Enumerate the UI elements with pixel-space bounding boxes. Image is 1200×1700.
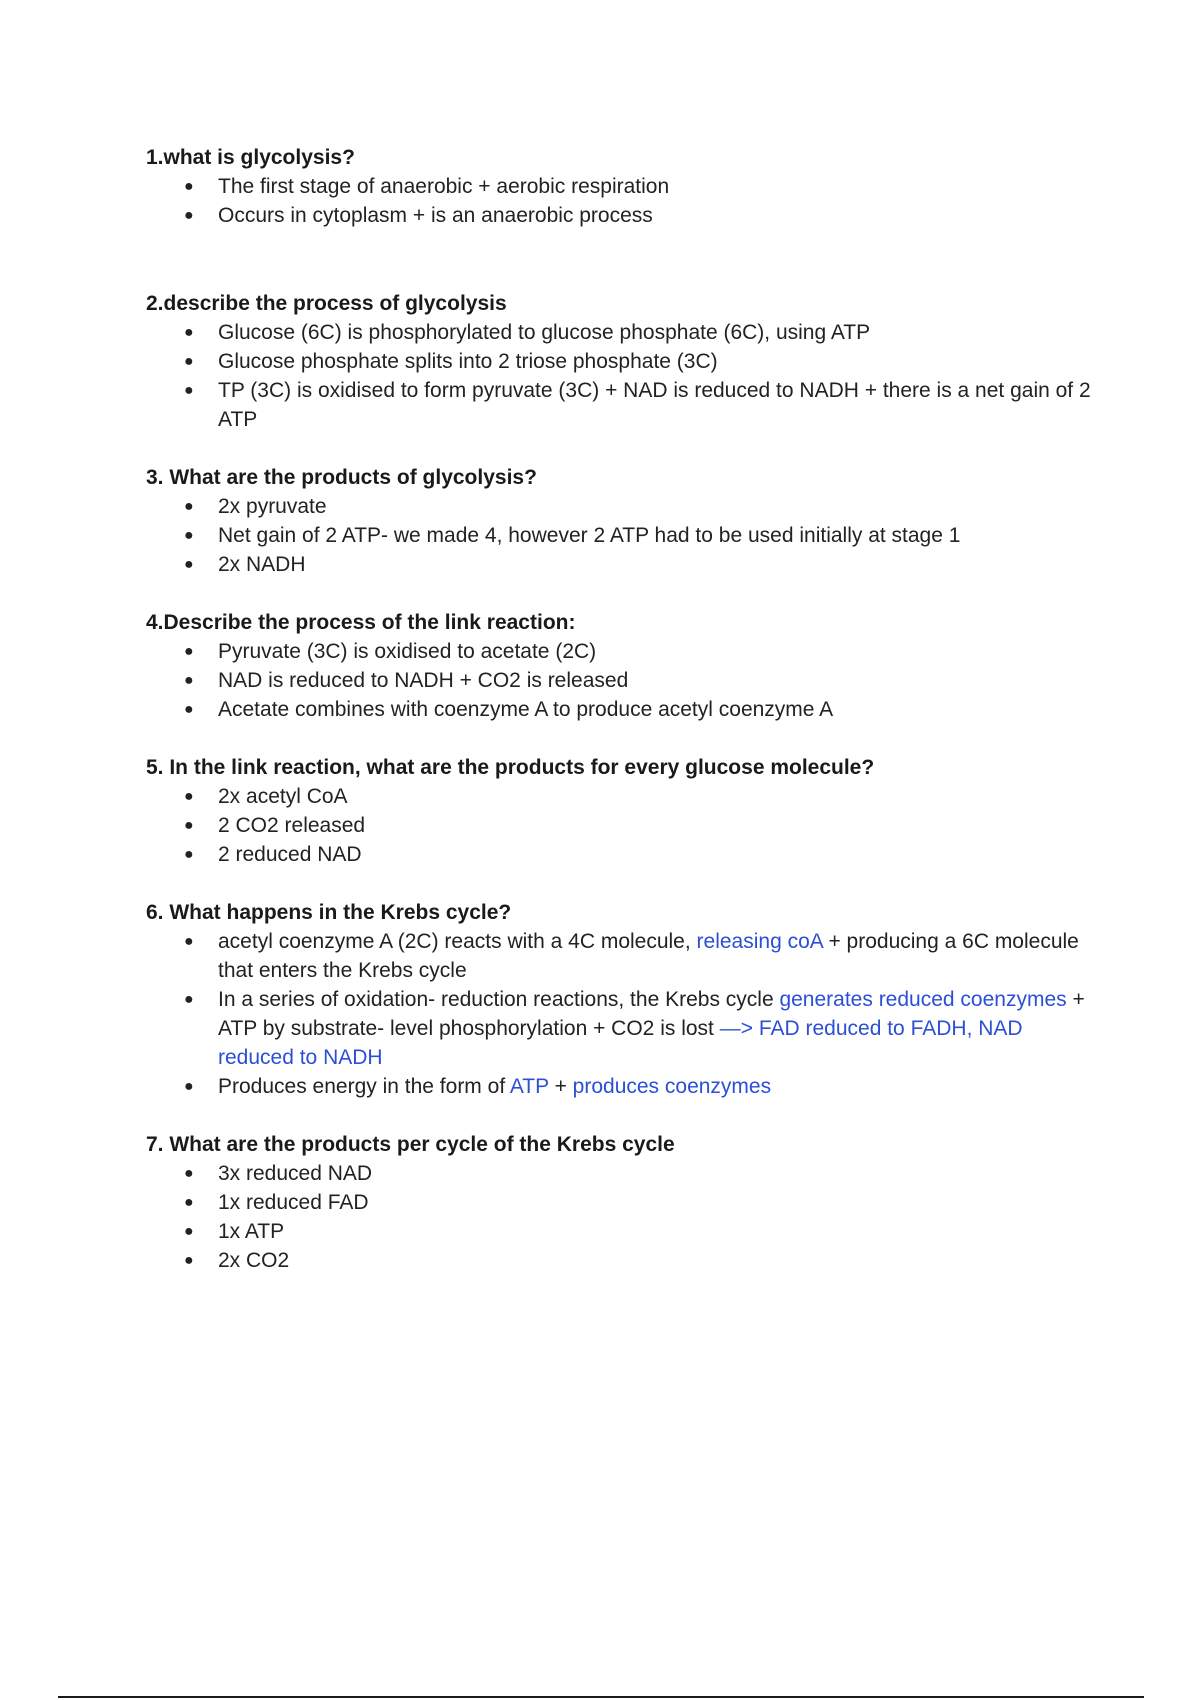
page-bottom-rule	[58, 1696, 1144, 1698]
list-item: ● Produces energy in the form of ATP + produces coenzymes	[146, 1072, 1096, 1101]
list-item: ● 1x ATP	[146, 1217, 1096, 1246]
spacer	[146, 230, 1096, 290]
answer-list	[146, 782, 1096, 869]
list-item: ● The first stage of anaerobic + aerobic respiration	[146, 172, 1096, 201]
answer-list	[146, 318, 1096, 434]
bullet-icon: ●	[184, 701, 194, 718]
highlighted-text: ATP	[509, 1075, 549, 1098]
bullet-icon: ●	[184, 324, 194, 341]
question-heading: 4.Describe the process of the link reaction:	[146, 611, 576, 634]
answer-list	[146, 927, 1096, 1101]
section-6	[146, 899, 1096, 1101]
section-2	[146, 290, 1096, 434]
document-page	[146, 144, 1096, 1275]
list-item: ● TP (3C) is oxidised to form pyruvate (3C) + NAD is reduced to NADH + there is a net gain of 2 ATP	[146, 376, 1096, 434]
bullet-icon: ●	[184, 1165, 194, 1182]
list-item: ● 2x pyruvate	[146, 492, 1096, 521]
answer-list	[146, 172, 1096, 230]
list-item: ● 2x NADH	[146, 550, 1096, 579]
list-item: ● Glucose (6C) is phosphorylated to glucose phosphate (6C), using ATP	[146, 318, 1096, 347]
bullet-icon: ●	[184, 991, 194, 1008]
list-item: ● 3x reduced NAD	[146, 1159, 1096, 1188]
question-heading: 3. What are the products of glycolysis?	[146, 466, 537, 489]
question-heading: 7. What are the products per cycle of the Krebs cycle	[146, 1133, 675, 1156]
highlighted-text: generates reduced coenzymes	[779, 988, 1067, 1011]
question-heading: 5. In the link reaction, what are the products for every glucose molecule?	[146, 756, 875, 779]
list-item: ● Pyruvate (3C) is oxidised to acetate (2C)	[146, 637, 1096, 666]
list-item: ● 1x reduced FAD	[146, 1188, 1096, 1217]
bullet-icon: ●	[184, 1252, 194, 1269]
bullet-icon: ●	[184, 1078, 194, 1095]
spacer	[146, 579, 1096, 609]
bullet-icon: ●	[184, 1223, 194, 1240]
list-item: ● Occurs in cytoplasm + is an anaerobic process	[146, 201, 1096, 230]
bullet-icon: ●	[184, 207, 194, 224]
bullet-icon: ●	[184, 556, 194, 573]
spacer	[146, 724, 1096, 754]
bullet-icon: ●	[184, 643, 194, 660]
section-3	[146, 464, 1096, 579]
question-heading: 6. What happens in the Krebs cycle?	[146, 901, 512, 924]
answer-list	[146, 1159, 1096, 1275]
highlighted-text: produces coenzymes	[572, 1075, 772, 1098]
bullet-icon: ●	[184, 382, 194, 399]
section-5	[146, 754, 1096, 869]
bullet-icon: ●	[184, 353, 194, 370]
question-heading: 1.what is glycolysis?	[146, 146, 355, 169]
bullet-icon: ●	[184, 817, 194, 834]
section-4	[146, 609, 1096, 724]
list-item: ● 2 CO2 released	[146, 811, 1096, 840]
bullet-icon: ●	[184, 846, 194, 863]
section-1	[146, 144, 1096, 230]
bullet-icon: ●	[184, 178, 194, 195]
list-item: ● 2 reduced NAD	[146, 840, 1096, 869]
highlighted-text: —> FAD reduced to FADH, NAD reduced to NADH	[218, 1017, 1023, 1069]
list-item: ● Net gain of 2 ATP- we made 4, however 2 ATP had to be used initially at stage 1	[146, 521, 1096, 550]
bullet-icon: ●	[184, 788, 194, 805]
bullet-icon: ●	[184, 1194, 194, 1211]
section-7	[146, 1131, 1096, 1275]
list-item: ● Glucose phosphate splits into 2 triose phosphate (3C)	[146, 347, 1096, 376]
bullet-icon: ●	[184, 498, 194, 515]
spacer	[146, 1101, 1096, 1131]
question-heading: 2.describe the process of glycolysis	[146, 292, 507, 315]
answer-list	[146, 492, 1096, 579]
bullet-icon: ●	[184, 933, 194, 950]
list-item: ● Acetate combines with coenzyme A to produce acetyl coenzyme A	[146, 695, 1096, 724]
list-item: ● acetyl coenzyme A (2C) reacts with a 4C molecule, releasing coA + producing a 6C molecule that enters the Krebs cycle	[146, 927, 1096, 985]
list-item: ● In a series of oxidation- reduction reactions, the Krebs cycle generates reduced coenzymes + ATP by substrate- level phosphorylation + CO2 is lost —> FAD reduced to FADH, NAD reduced to NADH	[146, 985, 1096, 1072]
bullet-icon: ●	[184, 527, 194, 544]
list-item: ● 2x acetyl CoA	[146, 782, 1096, 811]
list-item: ● NAD is reduced to NADH + CO2 is released	[146, 666, 1096, 695]
spacer	[146, 434, 1096, 464]
bullet-icon: ●	[184, 672, 194, 689]
list-item: ● 2x CO2	[146, 1246, 1096, 1275]
spacer	[146, 869, 1096, 899]
answer-list	[146, 637, 1096, 724]
highlighted-text: releasing coA	[696, 930, 823, 953]
